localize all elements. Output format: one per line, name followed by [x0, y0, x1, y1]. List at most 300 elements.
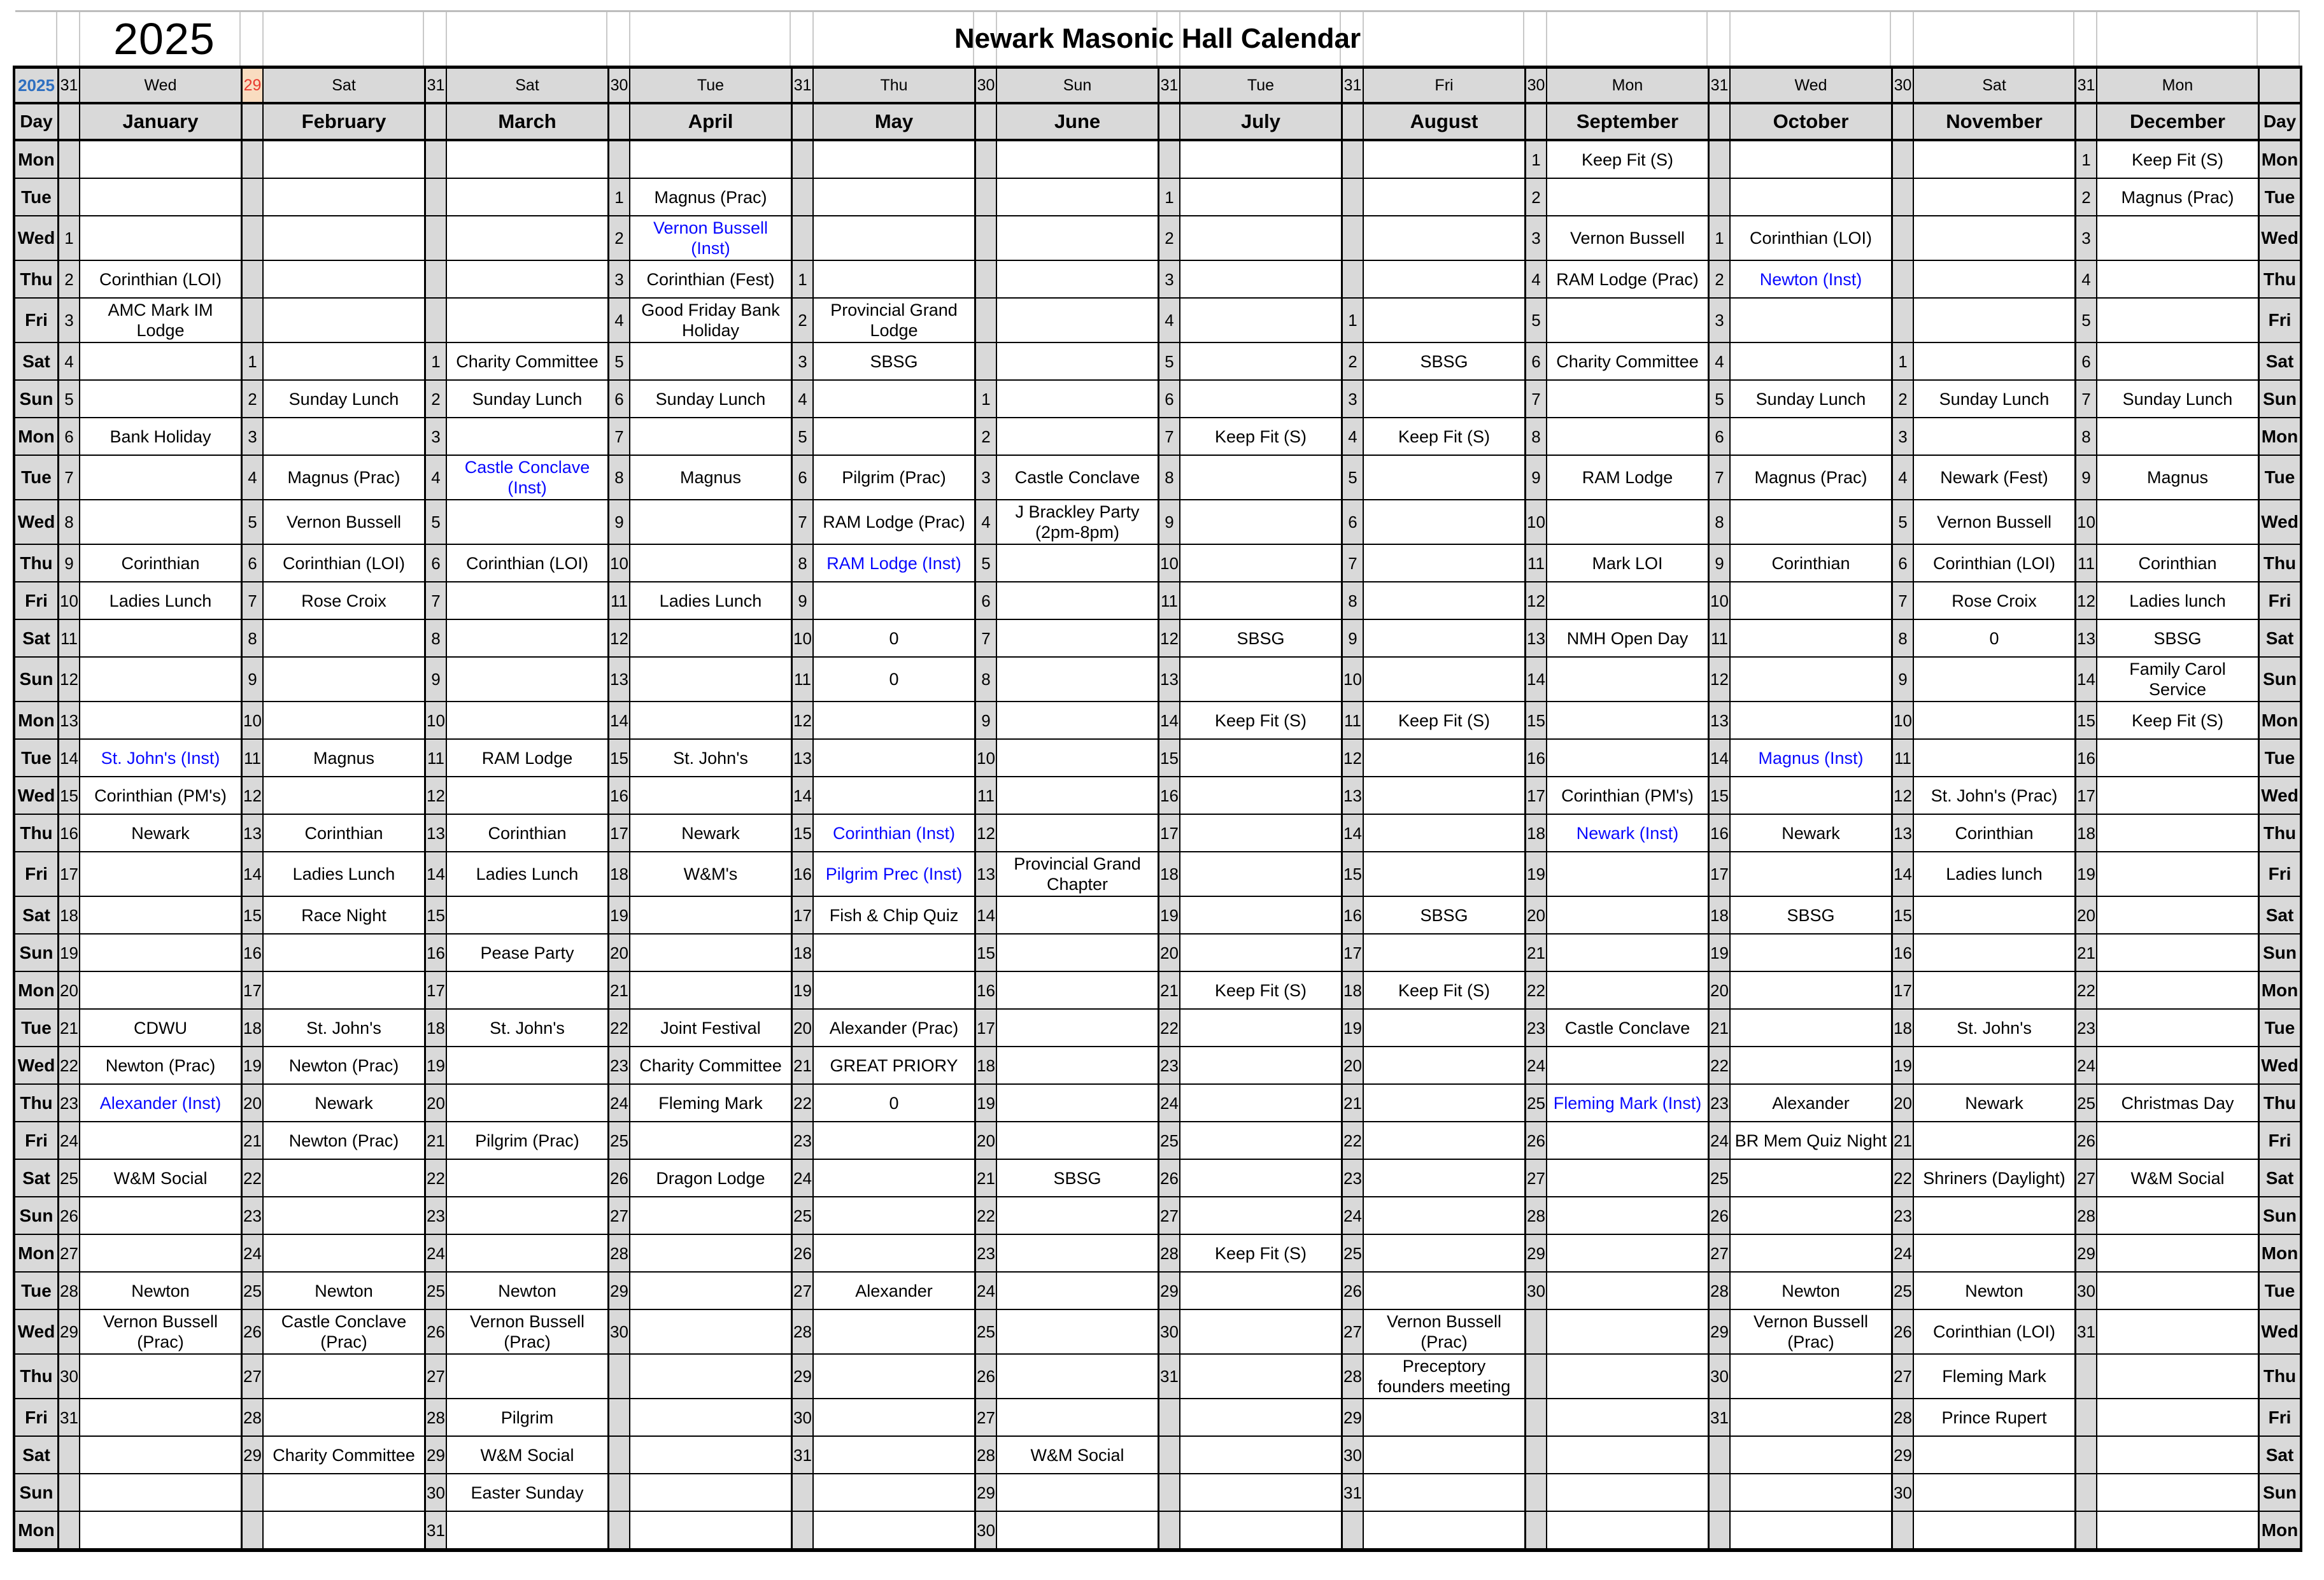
event-cell[interactable] [814, 1474, 974, 1512]
day-number-cell[interactable]: 3 [1891, 418, 1914, 456]
event-cell[interactable] [1914, 1047, 2074, 1085]
day-number-cell[interactable]: 31 [1158, 1355, 1180, 1399]
event-cell[interactable] [1547, 1160, 1708, 1197]
event-cell[interactable] [630, 418, 791, 456]
day-number-cell[interactable]: 10 [2074, 500, 2097, 545]
event-cell[interactable] [264, 935, 424, 972]
event-cell[interactable] [264, 702, 424, 740]
day-number-cell[interactable] [57, 1474, 80, 1512]
event-cell[interactable]: Sunday Lunch [264, 381, 424, 418]
day-number-cell[interactable]: 2 [974, 418, 997, 456]
event-cell[interactable] [1547, 1399, 1708, 1437]
day-number-cell[interactable]: 19 [791, 972, 814, 1010]
event-cell[interactable]: Corinthian (LOI) [1914, 1310, 2074, 1355]
day-number-cell[interactable]: 29 [2074, 1235, 2097, 1273]
event-cell[interactable] [630, 1474, 791, 1512]
day-number-cell[interactable] [1341, 1512, 1364, 1549]
day-number-cell[interactable]: 21 [791, 1047, 814, 1085]
event-cell[interactable] [630, 1512, 791, 1549]
event-cell[interactable]: Newton [80, 1273, 241, 1310]
day-number-cell[interactable]: 31 [1708, 1399, 1731, 1437]
day-number-cell[interactable]: 7 [241, 582, 264, 620]
event-cell[interactable] [1547, 1273, 1708, 1310]
day-number-cell[interactable] [974, 261, 997, 299]
event-cell[interactable] [264, 658, 424, 702]
event-cell[interactable]: Vernon Bussell (Prac) [1731, 1310, 1891, 1355]
day-number-cell[interactable]: 15 [57, 777, 80, 815]
day-number-cell[interactable] [241, 261, 264, 299]
day-number-cell[interactable]: 8 [1891, 620, 1914, 658]
event-cell[interactable]: Alexander [814, 1273, 974, 1310]
day-number-cell[interactable]: 26 [974, 1355, 997, 1399]
day-number-cell[interactable] [1891, 179, 1914, 216]
event-cell[interactable] [1731, 1197, 1891, 1235]
event-cell[interactable] [1180, 261, 1341, 299]
day-number-cell[interactable]: 1 [1891, 343, 1914, 381]
day-number-cell[interactable]: 7 [791, 500, 814, 545]
day-number-cell[interactable]: 23 [1891, 1197, 1914, 1235]
day-number-cell[interactable]: 29 [1341, 1399, 1364, 1437]
event-cell[interactable] [80, 702, 241, 740]
event-cell[interactable]: Corinthian (LOI) [447, 545, 607, 582]
day-number-cell[interactable]: 22 [607, 1010, 630, 1047]
event-cell[interactable] [264, 141, 424, 179]
event-cell[interactable]: 0 [814, 658, 974, 702]
event-cell[interactable] [1547, 1122, 1708, 1160]
day-number-cell[interactable] [1524, 1512, 1547, 1549]
event-cell[interactable] [1364, 381, 1524, 418]
event-cell[interactable] [1731, 343, 1891, 381]
day-number-cell[interactable]: 3 [791, 343, 814, 381]
event-cell[interactable] [80, 456, 241, 500]
day-number-cell[interactable]: 7 [424, 582, 447, 620]
day-number-cell[interactable]: 25 [1341, 1235, 1364, 1273]
event-cell[interactable] [1914, 740, 2074, 777]
day-number-cell[interactable]: 15 [424, 897, 447, 935]
event-cell[interactable]: Charity Committee [447, 343, 607, 381]
event-cell[interactable] [630, 897, 791, 935]
day-number-cell[interactable]: 7 [57, 456, 80, 500]
day-number-cell[interactable] [1708, 1474, 1731, 1512]
event-cell[interactable] [997, 1047, 1158, 1085]
event-cell[interactable] [1914, 261, 2074, 299]
event-cell[interactable] [1547, 381, 1708, 418]
event-cell[interactable] [1914, 1437, 2074, 1474]
day-number-cell[interactable]: 15 [1891, 897, 1914, 935]
event-cell[interactable]: Christmas Day [2097, 1085, 2258, 1122]
day-number-cell[interactable]: 17 [607, 815, 630, 852]
event-cell[interactable] [2097, 1474, 2258, 1512]
day-number-cell[interactable]: 31 [2074, 1310, 2097, 1355]
event-cell[interactable] [80, 1437, 241, 1474]
day-number-cell[interactable]: 2 [607, 216, 630, 261]
event-cell[interactable]: St. John's (Inst) [80, 740, 241, 777]
day-number-cell[interactable]: 6 [1524, 343, 1547, 381]
day-number-cell[interactable]: 24 [1158, 1085, 1180, 1122]
day-number-cell[interactable]: 30 [974, 1512, 997, 1549]
day-number-cell[interactable] [241, 299, 264, 343]
event-cell[interactable]: W&M Social [2097, 1160, 2258, 1197]
event-cell[interactable]: St. John's [447, 1010, 607, 1047]
day-number-cell[interactable] [57, 141, 80, 179]
day-number-cell[interactable]: 18 [241, 1010, 264, 1047]
day-number-cell[interactable] [974, 179, 997, 216]
day-number-cell[interactable]: 28 [791, 1310, 814, 1355]
event-cell[interactable] [997, 1399, 1158, 1437]
day-number-cell[interactable]: 5 [424, 500, 447, 545]
day-number-cell[interactable]: 10 [424, 702, 447, 740]
day-number-cell[interactable]: 13 [424, 815, 447, 852]
day-number-cell[interactable]: 4 [1891, 456, 1914, 500]
day-number-cell[interactable] [791, 179, 814, 216]
event-cell[interactable] [997, 702, 1158, 740]
event-cell[interactable] [997, 1474, 1158, 1512]
event-cell[interactable]: Sunday Lunch [2097, 381, 2258, 418]
day-number-cell[interactable]: 5 [607, 343, 630, 381]
event-cell[interactable] [447, 658, 607, 702]
event-cell[interactable] [1547, 1197, 1708, 1235]
event-cell[interactable]: Magnus (Prac) [630, 179, 791, 216]
day-number-cell[interactable]: 15 [1708, 777, 1731, 815]
event-cell[interactable]: Alexander [1731, 1085, 1891, 1122]
event-cell[interactable]: Castle Conclave (Prac) [264, 1310, 424, 1355]
event-cell[interactable] [1180, 1512, 1341, 1549]
day-number-cell[interactable]: 13 [1524, 620, 1547, 658]
event-cell[interactable] [2097, 935, 2258, 972]
event-cell[interactable]: Fleming Mark [1914, 1355, 2074, 1399]
event-cell[interactable]: 0 [814, 1085, 974, 1122]
day-number-cell[interactable] [2074, 1399, 2097, 1437]
event-cell[interactable]: Magnus (Prac) [1731, 456, 1891, 500]
day-number-cell[interactable]: 25 [2074, 1085, 2097, 1122]
day-number-cell[interactable] [424, 216, 447, 261]
day-number-cell[interactable]: 29 [241, 1437, 264, 1474]
day-number-cell[interactable]: 4 [1341, 418, 1364, 456]
event-cell[interactable] [1731, 1235, 1891, 1273]
event-cell[interactable] [1180, 216, 1341, 261]
day-number-cell[interactable]: 4 [607, 299, 630, 343]
event-cell[interactable]: Newton (Inst) [1731, 261, 1891, 299]
day-number-cell[interactable] [1891, 1512, 1914, 1549]
event-cell[interactable] [1180, 545, 1341, 582]
day-number-cell[interactable]: 9 [424, 658, 447, 702]
day-number-cell[interactable]: 2 [424, 381, 447, 418]
event-cell[interactable] [1731, 582, 1891, 620]
event-cell[interactable] [1364, 1010, 1524, 1047]
event-cell[interactable] [80, 852, 241, 897]
event-cell[interactable] [1180, 1047, 1341, 1085]
event-cell[interactable]: Sunday Lunch [447, 381, 607, 418]
day-number-cell[interactable]: 31 [424, 1512, 447, 1549]
event-cell[interactable] [1364, 1437, 1524, 1474]
event-cell[interactable] [997, 935, 1158, 972]
event-cell[interactable]: Alexander (Prac) [814, 1010, 974, 1047]
event-cell[interactable]: Corinthian [264, 815, 424, 852]
day-number-cell[interactable]: 15 [1341, 852, 1364, 897]
event-cell[interactable]: Castle Conclave (Inst) [447, 456, 607, 500]
event-cell[interactable]: Magnus (Inst) [1731, 740, 1891, 777]
day-number-cell[interactable]: 21 [607, 972, 630, 1010]
day-number-cell[interactable]: 26 [1708, 1197, 1731, 1235]
day-number-cell[interactable]: 15 [607, 740, 630, 777]
day-number-cell[interactable]: 27 [1341, 1310, 1364, 1355]
day-number-cell[interactable] [607, 1399, 630, 1437]
day-number-cell[interactable]: 12 [1158, 620, 1180, 658]
day-number-cell[interactable]: 10 [607, 545, 630, 582]
event-cell[interactable]: Sunday Lunch [1914, 381, 2074, 418]
event-cell[interactable] [630, 545, 791, 582]
day-number-cell[interactable]: 12 [607, 620, 630, 658]
event-cell[interactable] [1547, 1310, 1708, 1355]
day-number-cell[interactable] [1341, 261, 1364, 299]
day-number-cell[interactable]: 17 [1158, 815, 1180, 852]
event-cell[interactable] [264, 620, 424, 658]
event-cell[interactable] [1914, 1512, 2074, 1549]
day-number-cell[interactable]: 9 [1891, 658, 1914, 702]
event-cell[interactable] [1364, 1512, 1524, 1549]
day-number-cell[interactable]: 5 [1708, 381, 1731, 418]
event-cell[interactable] [1547, 582, 1708, 620]
event-cell[interactable] [1364, 1235, 1524, 1273]
event-cell[interactable] [264, 1474, 424, 1512]
event-cell[interactable] [1914, 141, 2074, 179]
day-number-cell[interactable]: 6 [1158, 381, 1180, 418]
day-number-cell[interactable]: 28 [1341, 1355, 1364, 1399]
event-cell[interactable] [630, 1437, 791, 1474]
event-cell[interactable]: Pilgrim Prec (Inst) [814, 852, 974, 897]
event-cell[interactable] [1731, 620, 1891, 658]
day-number-cell[interactable]: 8 [974, 658, 997, 702]
day-number-cell[interactable]: 13 [1891, 815, 1914, 852]
day-number-cell[interactable]: 14 [1891, 852, 1914, 897]
event-cell[interactable] [1731, 141, 1891, 179]
event-cell[interactable]: Corinthian (LOI) [1914, 545, 2074, 582]
event-cell[interactable] [2097, 1310, 2258, 1355]
event-cell[interactable]: Magnus [630, 456, 791, 500]
event-cell[interactable]: Corinthian (Inst) [814, 815, 974, 852]
event-cell[interactable]: Vernon Bussell [1547, 216, 1708, 261]
day-number-cell[interactable]: 25 [1891, 1273, 1914, 1310]
day-number-cell[interactable]: 20 [1891, 1085, 1914, 1122]
day-number-cell[interactable]: 12 [1341, 740, 1364, 777]
event-cell[interactable] [1180, 740, 1341, 777]
event-cell[interactable] [447, 1197, 607, 1235]
event-cell[interactable] [1731, 1437, 1891, 1474]
day-number-cell[interactable]: 29 [57, 1310, 80, 1355]
day-number-cell[interactable]: 21 [1524, 935, 1547, 972]
day-number-cell[interactable]: 4 [1524, 261, 1547, 299]
day-number-cell[interactable] [607, 1437, 630, 1474]
day-number-cell[interactable]: 30 [57, 1355, 80, 1399]
day-number-cell[interactable]: 26 [2074, 1122, 2097, 1160]
event-cell[interactable] [1731, 299, 1891, 343]
day-number-cell[interactable]: 23 [1524, 1010, 1547, 1047]
day-number-cell[interactable]: 22 [974, 1197, 997, 1235]
day-number-cell[interactable]: 21 [241, 1122, 264, 1160]
day-number-cell[interactable]: 3 [607, 261, 630, 299]
event-cell[interactable] [1731, 852, 1891, 897]
event-cell[interactable]: SBSG [2097, 620, 2258, 658]
event-cell[interactable] [997, 897, 1158, 935]
event-cell[interactable] [630, 935, 791, 972]
day-number-cell[interactable]: 18 [607, 852, 630, 897]
event-cell[interactable]: Newton [264, 1273, 424, 1310]
day-number-cell[interactable]: 12 [424, 777, 447, 815]
day-number-cell[interactable]: 16 [791, 852, 814, 897]
day-number-cell[interactable]: 23 [1708, 1085, 1731, 1122]
event-cell[interactable] [1547, 1235, 1708, 1273]
event-cell[interactable] [1180, 1273, 1341, 1310]
event-cell[interactable] [1180, 1399, 1341, 1437]
event-cell[interactable] [814, 1399, 974, 1437]
event-cell[interactable] [447, 1047, 607, 1085]
event-cell[interactable] [264, 261, 424, 299]
event-cell[interactable]: Easter Sunday [447, 1474, 607, 1512]
event-cell[interactable] [1180, 1355, 1341, 1399]
day-number-cell[interactable]: 5 [1524, 299, 1547, 343]
event-cell[interactable] [1364, 1197, 1524, 1235]
day-number-cell[interactable]: 18 [1524, 815, 1547, 852]
day-number-cell[interactable]: 3 [2074, 216, 2097, 261]
day-number-cell[interactable]: 13 [791, 740, 814, 777]
day-number-cell[interactable]: 18 [1158, 852, 1180, 897]
event-cell[interactable] [80, 1474, 241, 1512]
day-number-cell[interactable] [791, 1474, 814, 1512]
event-cell[interactable] [814, 582, 974, 620]
day-number-cell[interactable]: 10 [241, 702, 264, 740]
day-number-cell[interactable]: 14 [607, 702, 630, 740]
day-number-cell[interactable]: 25 [791, 1197, 814, 1235]
event-cell[interactable] [997, 658, 1158, 702]
event-cell[interactable] [1180, 179, 1341, 216]
day-number-cell[interactable]: 25 [607, 1122, 630, 1160]
day-number-cell[interactable]: 30 [1708, 1355, 1731, 1399]
day-number-cell[interactable]: 27 [57, 1235, 80, 1273]
event-cell[interactable] [997, 1273, 1158, 1310]
event-cell[interactable] [1364, 852, 1524, 897]
day-number-cell[interactable]: 24 [1708, 1122, 1731, 1160]
day-number-cell[interactable]: 11 [241, 740, 264, 777]
event-cell[interactable] [1364, 582, 1524, 620]
event-cell[interactable] [814, 702, 974, 740]
event-cell[interactable] [997, 1010, 1158, 1047]
day-number-cell[interactable]: 20 [1341, 1047, 1364, 1085]
day-number-cell[interactable]: 30 [791, 1399, 814, 1437]
day-number-cell[interactable]: 28 [1891, 1399, 1914, 1437]
event-cell[interactable] [630, 620, 791, 658]
event-cell[interactable] [1547, 299, 1708, 343]
day-number-cell[interactable] [607, 1474, 630, 1512]
event-cell[interactable] [264, 1512, 424, 1549]
event-cell[interactable] [1547, 500, 1708, 545]
day-number-cell[interactable]: 26 [57, 1197, 80, 1235]
day-number-cell[interactable]: 20 [1524, 897, 1547, 935]
day-number-cell[interactable]: 28 [57, 1273, 80, 1310]
day-number-cell[interactable]: 14 [241, 852, 264, 897]
event-cell[interactable] [80, 897, 241, 935]
event-cell[interactable]: Corinthian [1914, 815, 2074, 852]
event-cell[interactable]: Newark [630, 815, 791, 852]
event-cell[interactable]: Keep Fit (S) [1547, 141, 1708, 179]
day-number-cell[interactable] [1158, 1474, 1180, 1512]
day-number-cell[interactable]: 1 [2074, 141, 2097, 179]
day-number-cell[interactable]: 16 [607, 777, 630, 815]
day-number-cell[interactable]: 24 [1524, 1047, 1547, 1085]
event-cell[interactable] [997, 815, 1158, 852]
day-number-cell[interactable]: 26 [241, 1310, 264, 1355]
day-number-cell[interactable]: 9 [607, 500, 630, 545]
event-cell[interactable] [1180, 815, 1341, 852]
event-cell[interactable] [1914, 702, 2074, 740]
event-cell[interactable] [2097, 852, 2258, 897]
day-number-cell[interactable] [1158, 141, 1180, 179]
day-number-cell[interactable]: 21 [57, 1010, 80, 1047]
day-number-cell[interactable]: 26 [424, 1310, 447, 1355]
event-cell[interactable] [1547, 702, 1708, 740]
day-number-cell[interactable]: 21 [974, 1160, 997, 1197]
day-number-cell[interactable]: 4 [974, 500, 997, 545]
day-number-cell[interactable]: 25 [1708, 1160, 1731, 1197]
event-cell[interactable] [1364, 1474, 1524, 1512]
day-number-cell[interactable]: 7 [1158, 418, 1180, 456]
event-cell[interactable] [630, 702, 791, 740]
day-number-cell[interactable]: 19 [1708, 935, 1731, 972]
day-number-cell[interactable]: 20 [424, 1085, 447, 1122]
day-number-cell[interactable]: 13 [1158, 658, 1180, 702]
event-cell[interactable] [1914, 1122, 2074, 1160]
event-cell[interactable] [264, 343, 424, 381]
day-number-cell[interactable]: 17 [424, 972, 447, 1010]
event-cell[interactable] [1364, 935, 1524, 972]
event-cell[interactable] [1547, 972, 1708, 1010]
day-number-cell[interactable] [57, 179, 80, 216]
event-cell[interactable] [80, 972, 241, 1010]
day-number-cell[interactable] [607, 141, 630, 179]
event-cell[interactable] [997, 620, 1158, 658]
day-number-cell[interactable]: 16 [1708, 815, 1731, 852]
event-cell[interactable]: Vernon Bussell (Prac) [1364, 1310, 1524, 1355]
event-cell[interactable]: Ladies Lunch [80, 582, 241, 620]
event-cell[interactable]: Pilgrim (Prac) [447, 1122, 607, 1160]
day-number-cell[interactable]: 18 [424, 1010, 447, 1047]
day-number-cell[interactable]: 6 [2074, 343, 2097, 381]
event-cell[interactable]: Vernon Bussell [1914, 500, 2074, 545]
event-cell[interactable]: Bank Holiday [80, 418, 241, 456]
day-number-cell[interactable]: 18 [974, 1047, 997, 1085]
event-cell[interactable] [997, 1355, 1158, 1399]
event-cell[interactable] [1731, 658, 1891, 702]
day-number-cell[interactable]: 21 [424, 1122, 447, 1160]
day-number-cell[interactable]: 27 [791, 1273, 814, 1310]
day-number-cell[interactable]: 17 [1891, 972, 1914, 1010]
day-number-cell[interactable]: 12 [791, 702, 814, 740]
event-cell[interactable]: Sunday Lunch [630, 381, 791, 418]
event-cell[interactable] [1731, 1160, 1891, 1197]
event-cell[interactable]: Newton [1914, 1273, 2074, 1310]
event-cell[interactable] [264, 299, 424, 343]
day-number-cell[interactable]: 3 [974, 456, 997, 500]
event-cell[interactable]: SBSG [1364, 343, 1524, 381]
day-number-cell[interactable] [1708, 1512, 1731, 1549]
event-cell[interactable]: Vernon Bussell (Inst) [630, 216, 791, 261]
day-number-cell[interactable]: 19 [424, 1047, 447, 1085]
day-number-cell[interactable]: 19 [1891, 1047, 1914, 1085]
event-cell[interactable]: Newton (Prac) [80, 1047, 241, 1085]
day-number-cell[interactable]: 11 [1524, 545, 1547, 582]
day-number-cell[interactable]: 8 [607, 456, 630, 500]
day-number-cell[interactable]: 21 [1708, 1010, 1731, 1047]
day-number-cell[interactable]: 7 [1708, 456, 1731, 500]
